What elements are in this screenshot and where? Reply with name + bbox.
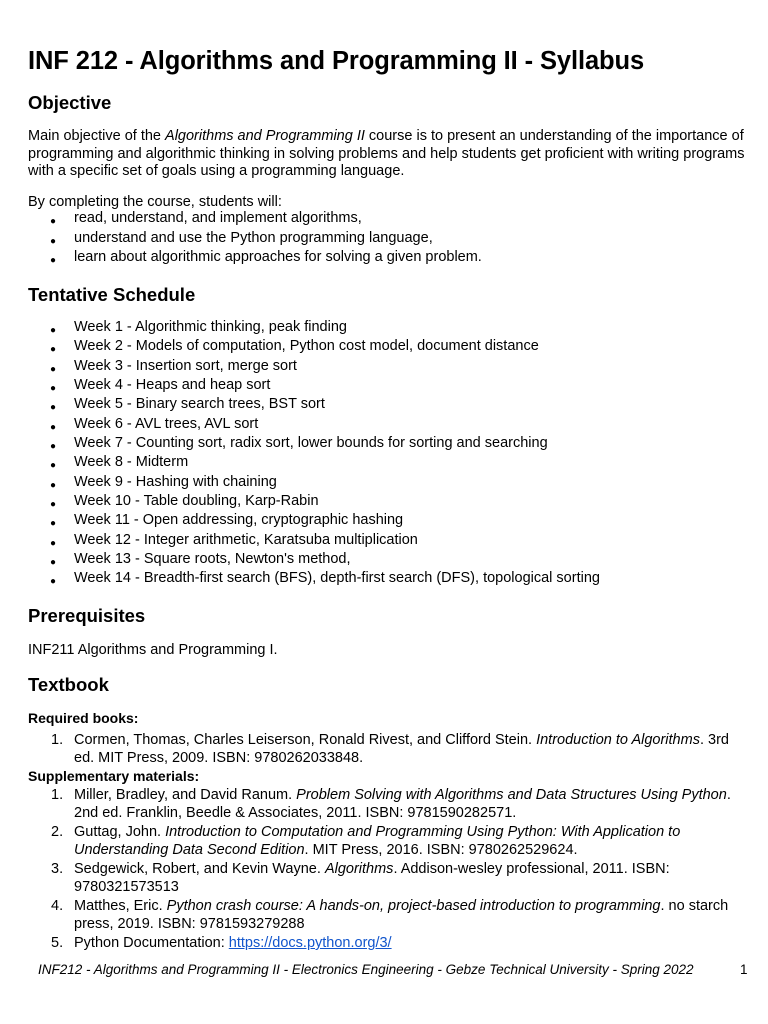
reference-number: 1. [51, 732, 64, 748]
reference-title: Introduction to Computation and Programming Using Python: With Application to Understanding Data Second Edition [74, 824, 681, 858]
reference-authors: Miller, Bradley, and David Ranum. [74, 787, 297, 803]
reference-details: . MIT Press, 2016. ISBN: 9780262529624. [304, 841, 578, 858]
objective-text-end: course is to present an understanding of the importance of programming and algorithmic thinking in solving problems and help students get proficient with writing programs with a specific set of goals using a programming language. [28, 128, 745, 179]
reference-title: Introduction to Algorithms [536, 732, 700, 748]
objective-paragraph [28, 128, 750, 181]
supplementary-label: Supplementary materials: [28, 768, 200, 784]
textbook-heading: Textbook [28, 674, 109, 695]
schedule-week-item: ● Week 6 - AVL trees, AVL sort [28, 415, 600, 434]
goals-list [28, 209, 482, 268]
course-name: Algorithms and Programming II [165, 128, 365, 144]
schedule-week-item: ● Week 8 - Midterm [28, 453, 600, 472]
reference-number: 2. [51, 824, 64, 840]
schedule-week-item: ● Week 11 - Open addressing, cryptographic hashing [28, 511, 600, 530]
reference-details: . Addison-wesley professional, 2011. ISBN: 9780321573513 [74, 861, 670, 895]
schedule-week-item: ● Week 2 - Models of computation, Python cost model, document distance [28, 337, 600, 356]
page-number: 1 [740, 962, 748, 977]
supplementary-list [28, 787, 750, 953]
required-books-list [28, 732, 750, 767]
python-docs-link[interactable]: https://docs.python.org/3/ [228, 935, 392, 951]
reference-title: Python crash course: A hands-on, project-based introduction to programming [166, 898, 661, 914]
schedule-week-item: ● Week 12 - Integer arithmetic, Karatsuba multiplication [28, 531, 600, 550]
reference-item [28, 824, 750, 859]
schedule-week-item: ● Week 7 - Counting sort, radix sort, lower bounds for sorting and searching [28, 434, 600, 453]
reference-number: 5. [51, 935, 64, 951]
schedule-heading: Tentative Schedule [28, 284, 196, 305]
objective-heading: Objective [28, 92, 112, 113]
reference-item [28, 935, 750, 953]
reference-authors: Guttag, John. [74, 824, 166, 840]
reference-item [28, 861, 750, 896]
schedule-week-item: ● Week 1 - Algorithmic thinking, peak finding [28, 318, 600, 337]
reference-authors: Sedgewick, Robert, and Kevin Wayne. [74, 861, 325, 877]
reference-item [28, 898, 750, 933]
prerequisites-text: INF211 Algorithms and Programming I. [28, 642, 278, 658]
schedule-week-item: ● Week 5 - Binary search trees, BST sort [28, 395, 600, 414]
reference-number: 1. [51, 787, 64, 803]
schedule-list [28, 318, 600, 589]
reference-title: Algorithms [324, 861, 394, 877]
reference-number: 4. [51, 898, 64, 914]
goal-item: ● understand and use the Python programming language, [28, 229, 482, 249]
schedule-week-item: ● Week 3 - Insertion sort, merge sort [28, 357, 600, 376]
schedule-week-item: ● Week 10 - Table doubling, Karp-Rabin [28, 492, 600, 511]
reference-number: 3. [51, 861, 64, 877]
schedule-week-item: ● Week 9 - Hashing with chaining [28, 473, 600, 492]
page-title: INF 212 - Algorithms and Programming II - Syllabus [28, 47, 645, 75]
reference-item [28, 732, 750, 767]
goal-item: ● read, understand, and implement algorithms, [28, 209, 482, 229]
schedule-week-item: ● Week 14 - Breadth-first search (BFS), depth-first search (DFS), topological sorting [28, 569, 600, 588]
schedule-week-item: ● Week 13 - Square roots, Newton's method, [28, 550, 600, 569]
goals-intro: By completing the course, students will: [28, 194, 282, 210]
prerequisites-heading: Prerequisites [28, 605, 146, 626]
schedule-week-item: ● Week 4 - Heaps and heap sort [28, 376, 600, 395]
reference-details: . 2nd ed. Franklin, Beedle & Associates, 2011. ISBN: 9781590282571. [74, 787, 731, 821]
reference-authors: Matthes, Eric. [74, 898, 167, 914]
footer-text: INF212 - Algorithms and Programming II - Electronics Engineering - Gebze Technical University - Spring 2022 [38, 962, 694, 977]
reference-title: Problem Solving with Algorithms and Data Structures Using Python [296, 787, 727, 803]
reference-item [28, 787, 750, 822]
reference-authors: Python Documentation: [74, 935, 229, 951]
reference-authors: Cormen, Thomas, Charles Leiserson, Ronald Rivest, and Clifford Stein. [74, 732, 537, 748]
objective-text-start: Main objective of the [28, 128, 166, 144]
reference-details: . no starch press, 2019. ISBN: 9781593279288 [74, 898, 729, 932]
goal-item: ● learn about algorithmic approaches for solving a given problem. [28, 248, 482, 268]
reference-details: . 3rd ed. MIT Press, 2009. ISBN: 9780262033848. [74, 732, 729, 766]
required-books-label: Required books: [28, 710, 139, 726]
